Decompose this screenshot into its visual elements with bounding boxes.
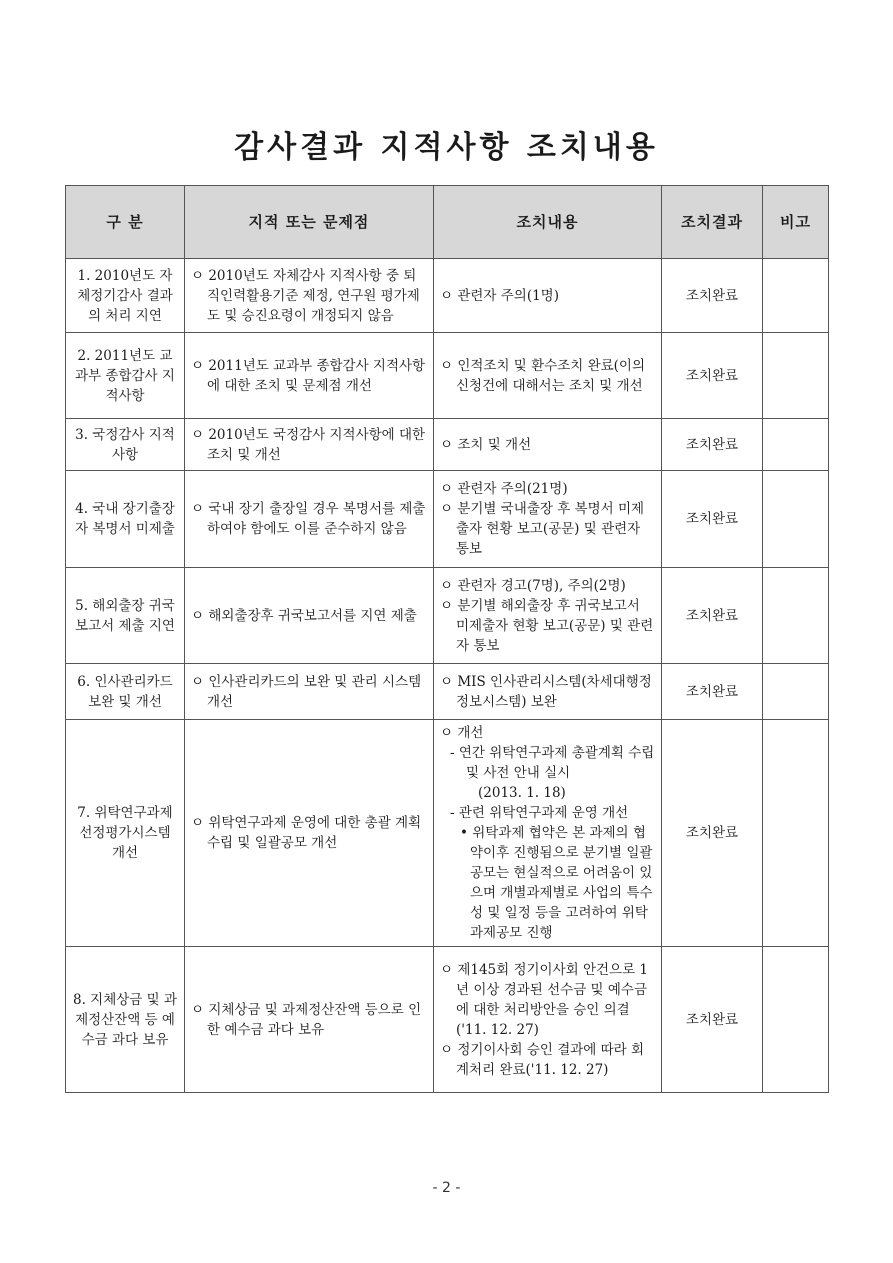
issue-cell bbox=[185, 471, 434, 568]
row-issue: ㅇ 지체상금 및 과제정산잔액 등으로 인한 예수금 과다 보유 bbox=[191, 1001, 422, 1038]
row-note bbox=[763, 720, 829, 947]
audit-table bbox=[65, 185, 829, 1093]
row-issue: ㅇ 국내 장기 출장일 경우 복명서를 제출하여야 함에도 이를 준수하지 않음 bbox=[191, 501, 426, 537]
table-body bbox=[66, 259, 829, 1093]
page-number: - 2 - bbox=[432, 1180, 461, 1196]
action-cell bbox=[434, 419, 662, 471]
table-row bbox=[66, 419, 829, 471]
row-result: 조치완료 bbox=[662, 471, 763, 568]
row-category: 4. 국내 장기출장자 복명서 미제출 bbox=[66, 471, 185, 568]
row-issue: ㅇ 2010년도 자체감사 지적사항 중 퇴직인력활용기준 제정, 연구원 평가제도 및 승진요령이 개정되지 않음 bbox=[191, 267, 420, 324]
row-result: 조치완료 bbox=[662, 419, 763, 471]
row-issue: ㅇ 해외출장후 귀국보고서를 지연 제출 bbox=[191, 607, 417, 624]
action-cell bbox=[434, 720, 662, 947]
header-action: 조치내용 bbox=[434, 186, 662, 259]
issue-cell bbox=[185, 720, 434, 947]
row-result: 조치완료 bbox=[662, 333, 763, 419]
row-category: 1. 2010년도 자체정기감사 결과의 처리 지연 bbox=[66, 259, 185, 333]
issue-cell bbox=[185, 947, 434, 1093]
action-cell bbox=[434, 471, 662, 568]
action-item: - 연간 위탁연구과제 총괄계획 수립 및 사전 안내 실시 bbox=[450, 745, 655, 781]
header-issue: 지적 또는 문제점 bbox=[185, 186, 434, 259]
issue-cell bbox=[185, 333, 434, 419]
table-row bbox=[66, 333, 829, 419]
table-row bbox=[66, 568, 829, 664]
action-item: ㅇ 개선 bbox=[440, 725, 484, 741]
action-item: • 위탁과제 협약은 본 과제의 협약이후 진행됨으로 분기별 일괄공모는 현실적으로 어려움이 있으며 개별과제별로 사업의 특수성 및 일정 등을 고려하여 위탁과제공모 진행 bbox=[460, 825, 653, 941]
action-item: ㅇ 관련자 주의(1명) bbox=[440, 287, 559, 304]
issue-cell bbox=[185, 568, 434, 664]
row-issue: ㅇ 인사관리카드의 보완 및 관리 시스템 개선 bbox=[191, 673, 422, 710]
row-result: 조치완료 bbox=[662, 947, 763, 1093]
action-item: ㅇ 제145회 정기이사회 안건으로 1년 이상 경과된 선수금 및 예수금에 대한 처리방안을 승인 의결('11. 12. 27) bbox=[440, 961, 649, 1038]
row-note bbox=[763, 419, 829, 471]
action-cell bbox=[434, 947, 662, 1093]
row-note bbox=[763, 947, 829, 1093]
row-issue: ㅇ 2010년도 국정감사 지적사항에 대한 조치 및 개선 bbox=[191, 426, 426, 463]
row-issue: ㅇ 위탁연구과제 운영에 대한 총괄 계획 수립 및 일괄공모 개선 bbox=[191, 815, 422, 851]
issue-cell bbox=[185, 664, 434, 720]
action-item: ㅇ MIS 인사관리시스템(차세대행정정보시스템) 보완 bbox=[440, 673, 652, 710]
action-cell bbox=[434, 259, 662, 333]
table-row bbox=[66, 471, 829, 568]
issue-cell bbox=[185, 259, 434, 333]
page-title: 감사결과 지적사항 조치내용 bbox=[234, 130, 659, 165]
issue-cell bbox=[185, 419, 434, 471]
action-item: - 관련 위탁연구과제 운영 개선 bbox=[450, 805, 629, 821]
row-note bbox=[763, 259, 829, 333]
action-item: ㅇ 분기별 해외출장 후 귀국보고서 미제출자 현황 보고(공문) 및 관련자 통보 bbox=[440, 597, 654, 654]
row-note bbox=[763, 664, 829, 720]
action-cell bbox=[434, 664, 662, 720]
action-item: (2013. 1. 18) bbox=[478, 785, 566, 801]
row-category: 7. 위탁연구과제 선정평가시스템 개선 bbox=[66, 720, 185, 947]
row-result: 조치완료 bbox=[662, 259, 763, 333]
row-category: 6. 인사관리카드 보완 및 개선 bbox=[66, 664, 185, 720]
action-item: ㅇ 관련자 주의(21명) bbox=[440, 481, 568, 497]
header-category: 구 분 bbox=[66, 186, 185, 259]
action-cell bbox=[434, 568, 662, 664]
row-category: 2. 2011년도 교과부 종합감사 지적사항 bbox=[66, 333, 185, 419]
action-item: ㅇ 관련자 경고(7명), 주의(2명) bbox=[440, 577, 626, 594]
header-note: 비고 bbox=[763, 186, 829, 259]
action-item: ㅇ 정기이사회 승인 결과에 따라 회계처리 완료('11. 12. 27) bbox=[440, 1041, 645, 1078]
row-result: 조치완료 bbox=[662, 720, 763, 947]
table-header-row bbox=[66, 186, 829, 259]
action-item: ㅇ 인적조치 및 환수조치 완료(이의신청건에 대해서는 조치 및 개선 bbox=[440, 357, 646, 394]
row-note bbox=[763, 333, 829, 419]
table-row bbox=[66, 947, 829, 1093]
row-note bbox=[763, 471, 829, 568]
row-issue: ㅇ 2011년도 교과부 종합감사 지적사항에 대한 조치 및 문제점 개선 bbox=[191, 357, 426, 394]
row-result: 조치완료 bbox=[662, 568, 763, 664]
table-row bbox=[66, 259, 829, 333]
table-row bbox=[66, 664, 829, 720]
table-row bbox=[66, 720, 829, 947]
action-item: ㅇ 분기별 국내출장 후 복명서 미제출자 현황 보고(공문) 및 관련자 통보 bbox=[440, 501, 645, 557]
row-category: 3. 국정감사 지적사항 bbox=[66, 419, 185, 471]
row-result: 조치완료 bbox=[662, 664, 763, 720]
action-item: ㅇ 조치 및 개선 bbox=[440, 436, 532, 453]
header-result: 조치결과 bbox=[662, 186, 763, 259]
row-note bbox=[763, 568, 829, 664]
action-cell bbox=[434, 333, 662, 419]
row-category: 5. 해외출장 귀국보고서 제출 지연 bbox=[66, 568, 185, 664]
row-category: 8. 지체상금 및 과제정산잔액 등 예수금 과다 보유 bbox=[66, 947, 185, 1093]
